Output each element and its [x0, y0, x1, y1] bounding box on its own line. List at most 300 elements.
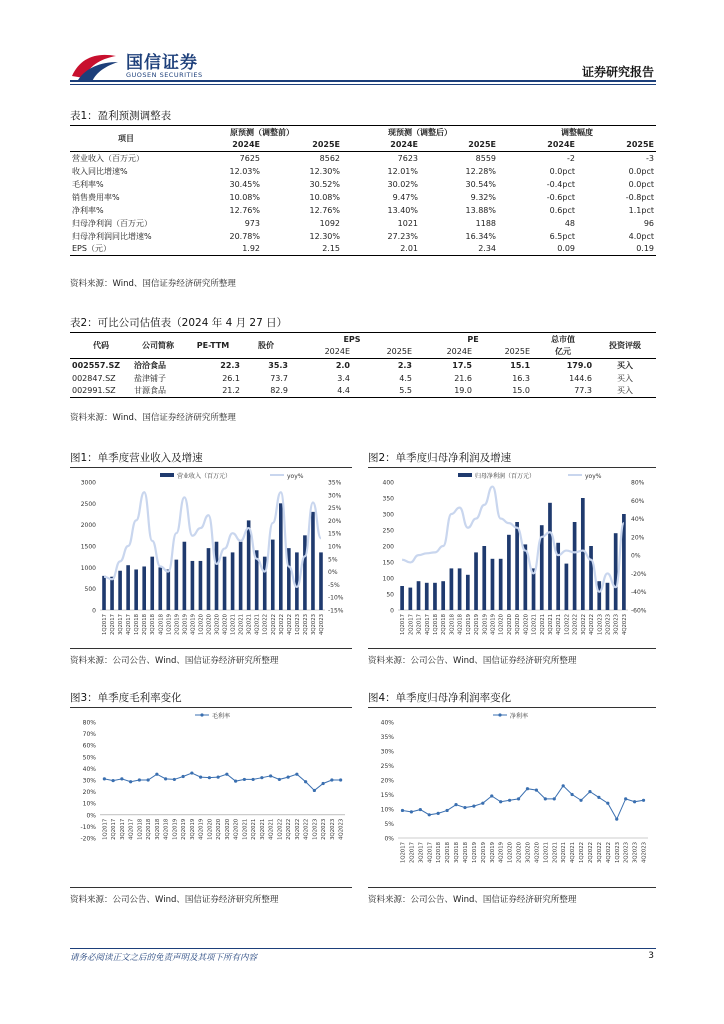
x-tick-label: 3Q2023 [310, 614, 317, 636]
table-cell: 9.32% [470, 192, 496, 202]
table1-year-header: 2025E [468, 140, 496, 150]
x-tick-label: 4Q2018 [462, 842, 469, 864]
table-row [70, 165, 656, 178]
x-tick-label: 3Q2018 [154, 818, 161, 840]
x-tick-label: 2Q2023 [623, 842, 630, 864]
x-tick-label: 4Q2023 [641, 842, 648, 864]
table1-year-header: 2024E [390, 140, 418, 150]
legend-label: yoy% [287, 473, 304, 480]
page-number: 3 [648, 951, 654, 961]
bar [271, 540, 275, 610]
y-tick-label-right: 20% [328, 517, 342, 525]
table-row [70, 152, 656, 165]
table-cell-name: 洽洽食品 [134, 360, 166, 370]
y-tick-label-left: 100 [382, 575, 394, 583]
bar [126, 565, 130, 610]
y-tick-label-right: 40% [631, 516, 645, 524]
fig1-title: 图1：单季度营业收入及增速 [70, 452, 203, 464]
x-tick-label: 3Q2019 [182, 614, 189, 636]
fig3-title: 图3：单季度毛利率变化 [70, 692, 182, 704]
table-cell: 2.01 [400, 244, 418, 254]
data-point [190, 771, 193, 774]
header-rule-thin [70, 84, 656, 85]
data-point [633, 800, 636, 803]
fig1-bottom-rule [70, 648, 352, 649]
table-cell: 10.08% [229, 192, 260, 202]
x-tick-label: 4Q2021 [268, 818, 275, 840]
table1-source: 资料来源：Wind、国信证券经济研究所整理 [70, 279, 236, 289]
bar [279, 503, 283, 610]
y-tick-label: 0% [384, 835, 394, 843]
x-tick-label: 2Q2023 [605, 614, 612, 636]
x-tick-label: 2Q2017 [409, 842, 416, 864]
table-cell: 4.0pct [628, 231, 654, 241]
x-tick-label: 1Q2023 [294, 614, 301, 636]
legend-label: 归母净利润（百万元） [475, 473, 536, 480]
x-tick-label: 4Q2019 [498, 842, 505, 864]
x-tick-label: 3Q2020 [525, 842, 532, 864]
x-tick-label: 3Q2022 [596, 842, 603, 864]
fig4-chart [368, 710, 658, 885]
data-point [112, 779, 115, 782]
data-point [208, 776, 211, 779]
row-label: 归母净利润（百万元） [72, 218, 152, 228]
data-point [138, 778, 141, 781]
header-rule [70, 80, 656, 82]
y-tick-label-right: -60% [631, 607, 647, 615]
x-tick-label: 1Q2022 [277, 818, 284, 840]
data-point [269, 774, 272, 777]
table1-caption: 表1：盈利预测调整表 [70, 110, 172, 122]
data-point [173, 778, 176, 781]
table2-header-mktcap: 总市值 [551, 334, 576, 344]
y-tick-label-right: -15% [328, 607, 344, 615]
x-tick-label: 1Q2022 [564, 614, 571, 636]
table-cell-price: 35.3 [268, 360, 288, 370]
x-tick-label: 3Q2021 [561, 842, 568, 864]
fig4-title-rule [368, 707, 656, 708]
bar [581, 498, 585, 610]
data-point [419, 808, 422, 811]
data-point [579, 799, 582, 802]
x-tick-label: 2Q2021 [238, 614, 245, 636]
table-cell-rating: 买入 [617, 360, 634, 370]
x-tick-label: 3Q2023 [329, 818, 336, 840]
table1-year-header: 2024E [232, 140, 260, 150]
table-cell-eps25: 5.5 [399, 386, 412, 396]
table-cell: 30.45% [229, 179, 260, 189]
bar [158, 567, 162, 610]
x-tick-label: 4Q2021 [254, 614, 261, 636]
y-tick-label-right: 0% [631, 552, 641, 560]
table1-year-header: 2025E [312, 140, 340, 150]
table-cell: 0.0pct [628, 179, 654, 189]
legend-label: 毛利率 [212, 713, 231, 720]
data-point [313, 789, 316, 792]
fig2-title-rule [368, 467, 656, 468]
table-cell: 20.78% [229, 231, 260, 241]
table-cell-pe25: 16.3 [512, 373, 531, 383]
bar [175, 560, 179, 610]
y-tick-label: 20% [82, 789, 96, 797]
table-cell: 8559 [475, 153, 496, 163]
table-cell-rating: 买入 [617, 373, 634, 383]
x-tick-label: 3Q2017 [118, 614, 125, 636]
x-tick-label: 1Q2020 [498, 614, 505, 636]
x-tick-label: 4Q2019 [490, 614, 497, 636]
table-cell: 1.92 [242, 244, 260, 254]
table-cell: 1.1pct [628, 205, 654, 215]
fig2-source: 资料来源：公司公告、Wind、国信证券经济研究所整理 [368, 656, 577, 666]
x-tick-label: 4Q2020 [233, 818, 240, 840]
bar [215, 542, 219, 610]
x-tick-label: 1Q2021 [531, 614, 538, 636]
bar [247, 520, 251, 610]
legend-label: 营业收入（百万元） [177, 473, 232, 480]
table-cell: 0.6pct [549, 205, 575, 215]
y-tick-label: -20% [80, 835, 96, 843]
fig2-chart [368, 470, 658, 645]
data-point [252, 778, 255, 781]
bar [433, 583, 437, 610]
table-cell-code: 002847.SZ [72, 373, 116, 383]
company-logo [70, 48, 203, 84]
bar [102, 576, 106, 610]
table2-caption: 表2：可比公司估值表（2024 年 4 月 27 日） [70, 317, 288, 329]
x-tick-label: 3Q2021 [547, 614, 554, 636]
data-point [182, 775, 185, 778]
bar [223, 557, 227, 610]
table-cell-mktcap: 77.3 [574, 386, 593, 396]
x-tick-label: 4Q2018 [158, 614, 165, 636]
bar [515, 522, 519, 610]
y-tick-label: 50% [82, 754, 96, 762]
bar [474, 552, 478, 610]
x-tick-label: 2Q2018 [146, 818, 153, 840]
table-cell: 973 [244, 218, 260, 228]
bar [118, 571, 122, 610]
table-cell: 12.03% [229, 166, 260, 176]
bar [458, 568, 462, 610]
table2-header-rating: 投资评级 [609, 341, 642, 350]
x-tick-label: 1Q2019 [172, 818, 179, 840]
data-point [129, 780, 132, 783]
bar [523, 544, 527, 610]
x-tick-label: 2Q2023 [302, 614, 309, 636]
bar [466, 575, 470, 610]
bar [450, 568, 454, 610]
fig4-source: 资料来源：公司公告、Wind、国信证券经济研究所整理 [368, 895, 577, 905]
x-tick-label: 1Q2018 [432, 614, 439, 636]
x-tick-label: 2Q2018 [142, 614, 149, 636]
table-cell: 10.08% [309, 192, 340, 202]
x-tick-label: 2Q2022 [587, 842, 594, 864]
x-tick-label: 1Q2022 [262, 614, 269, 636]
table-cell: 12.30% [309, 166, 340, 176]
bar [589, 546, 593, 610]
bar [565, 564, 569, 610]
table-cell: -0.4pct [546, 179, 575, 189]
y-tick-label-left: 2500 [80, 500, 96, 508]
x-tick-label: 2Q2019 [480, 842, 487, 864]
x-tick-label: 2Q2018 [441, 614, 448, 636]
fig1-title-rule [70, 467, 352, 468]
table-cell-mktcap: 179.0 [566, 360, 593, 370]
data-point [155, 773, 158, 776]
y-tick-label-left: 250 [382, 527, 394, 535]
x-tick-label: 2Q2019 [174, 614, 181, 636]
y-tick-label-left: 500 [84, 586, 96, 594]
table-cell: 30.54% [465, 179, 496, 189]
table-cell: -0.8pct [625, 192, 654, 202]
x-tick-label: 3Q2023 [613, 614, 620, 636]
x-tick-label: 3Q2018 [150, 614, 157, 636]
data-point [322, 782, 325, 785]
x-tick-label: 3Q2021 [246, 614, 253, 636]
table2-header-pe: PE [467, 334, 479, 344]
y-tick-label: 10% [82, 800, 96, 808]
bar [417, 581, 421, 610]
x-tick-label: 4Q2017 [424, 614, 431, 636]
table-cell: -0.6pct [546, 192, 575, 202]
legend-marker [200, 713, 203, 716]
table-cell-eps24: 4.4 [337, 386, 350, 396]
y-tick-label-left: 1500 [80, 543, 96, 551]
y-tick-label: 70% [82, 731, 96, 739]
y-tick-label-right: 0% [328, 569, 338, 577]
page-header [0, 0, 724, 90]
bar [199, 561, 203, 610]
data-point [330, 778, 333, 781]
bar [303, 535, 307, 610]
table-cell: 12.01% [387, 166, 418, 176]
x-tick-label: 4Q2019 [190, 614, 197, 636]
fig3-title-rule [70, 707, 352, 708]
table-cell: 30.02% [387, 179, 418, 189]
x-tick-label: 3Q2020 [214, 614, 221, 636]
x-tick-label: 3Q2020 [224, 818, 231, 840]
fig1-chart [70, 470, 355, 645]
table-cell-name: 盐津铺子 [134, 373, 166, 383]
y-tick-label-right: 5% [328, 556, 338, 564]
data-point [562, 784, 565, 787]
table-cell-pe24: 21.6 [454, 373, 472, 383]
data-point [544, 797, 547, 800]
x-tick-label: 3Q2020 [515, 614, 522, 636]
table1-year-header: 2025E [626, 140, 654, 150]
table-cell: 13.88% [465, 205, 496, 215]
table-cell: 0.0pct [549, 166, 575, 176]
footer-rule [70, 948, 656, 949]
bar [134, 569, 138, 610]
data-point [234, 780, 237, 783]
data-point [147, 778, 150, 781]
x-tick-label: 1Q2019 [471, 842, 478, 864]
y-tick-label-left: 350 [382, 495, 394, 503]
fig3-source: 资料来源：公司公告、Wind、国信证券经济研究所整理 [70, 895, 279, 905]
table-row [70, 191, 656, 204]
data-point [553, 797, 556, 800]
table-cell-pe-ttm: 21.2 [222, 386, 240, 396]
x-tick-label: 1Q2018 [436, 842, 443, 864]
table-cell-eps24: 3.4 [337, 373, 350, 383]
earnings-forecast-table [70, 125, 656, 256]
data-point [428, 813, 431, 816]
table-cell: 0.09 [557, 244, 575, 254]
data-point [225, 773, 228, 776]
table-cell: 7625 [239, 153, 260, 163]
y-tick-label: 40% [380, 719, 394, 727]
x-tick-label: 1Q2019 [465, 614, 472, 636]
data-point [571, 793, 574, 796]
x-tick-label: 4Q2017 [126, 614, 133, 636]
table-cell: 48 [564, 218, 575, 228]
x-tick-label: 2Q2017 [111, 818, 118, 840]
x-tick-label: 2Q2018 [445, 842, 452, 864]
table-cell-name: 甘源食品 [134, 386, 166, 396]
bar [441, 581, 445, 610]
bar [191, 561, 195, 610]
bar [311, 512, 315, 610]
x-tick-label: 4Q2020 [534, 842, 541, 864]
legend-swatch-bar [458, 473, 472, 477]
data-point [217, 776, 220, 779]
y-tick-label-right: -40% [631, 589, 647, 597]
disclaimer: 请务必阅读正文之后的免责声明及其项下所有内容 [70, 953, 258, 963]
data-point [454, 803, 457, 806]
table-cell: 1188 [475, 218, 496, 228]
table-row [70, 359, 656, 372]
bar [319, 552, 323, 610]
y-tick-label: 10% [380, 806, 394, 814]
row-label: EPS（元） [72, 244, 111, 254]
data-point [304, 780, 307, 783]
y-tick-label-left: 300 [382, 511, 394, 519]
x-tick-label: 3Q2023 [632, 842, 639, 864]
y-tick-label-right: 25% [328, 505, 342, 513]
table-cell: 30.52% [309, 179, 340, 189]
fig2-title: 图2：单季度归母净利润及增速 [368, 452, 512, 464]
table-cell: 9.47% [392, 192, 418, 202]
table-cell: 1021 [397, 218, 418, 228]
x-tick-label: 2Q2020 [506, 614, 513, 636]
y-tick-label: 35% [380, 734, 394, 741]
table-cell: 96 [643, 218, 654, 228]
table2-header-name: 公司简称 [142, 341, 174, 350]
x-tick-label: 2Q2022 [270, 614, 277, 636]
data-point [199, 776, 202, 779]
data-point [287, 776, 290, 779]
table-cell-eps25: 2.3 [397, 360, 412, 370]
data-point [164, 777, 167, 780]
x-tick-label: 3Q2022 [278, 614, 285, 636]
x-tick-label: 4Q2023 [621, 614, 628, 636]
bar [231, 552, 235, 610]
x-tick-label: 1Q2021 [230, 614, 237, 636]
y-tick-label: 20% [380, 777, 394, 785]
table2-header-pe-ttm: PE-TTM [196, 341, 230, 350]
x-tick-label: 4Q2020 [222, 614, 229, 636]
x-tick-label: 4Q2022 [286, 614, 293, 636]
logo-mark-icon [70, 50, 120, 82]
y-tick-label-right: -10% [328, 594, 344, 602]
x-tick-label: 4Q2017 [427, 842, 434, 864]
table2-header-code: 代码 [93, 341, 109, 350]
x-tick-label: 3Q2017 [119, 818, 126, 840]
table-cell: 16.34% [465, 231, 496, 241]
table-cell-pe25: 15.0 [512, 386, 531, 396]
x-tick-label: 2Q2023 [321, 818, 328, 840]
y-tick-label-right: 20% [631, 534, 645, 542]
table-cell-mktcap: 144.6 [569, 373, 593, 383]
y-tick-label-left: 2000 [80, 522, 96, 530]
logo-english-text: GUOSEN SECURITIES [126, 71, 203, 79]
y-tick-label: 30% [82, 777, 96, 785]
x-tick-label: 1Q2019 [166, 614, 173, 636]
bar [408, 588, 412, 610]
table-cell-code: 002557.SZ [72, 360, 120, 370]
y-tick-label-right: -20% [631, 570, 647, 578]
x-tick-label: 4Q2017 [128, 818, 135, 840]
table1-header-current: 现预测（调整后） [388, 127, 452, 137]
table-cell: 8562 [319, 153, 340, 163]
y-tick-label-right: -5% [328, 581, 340, 589]
y-tick-label-left: 1000 [80, 564, 96, 572]
fig3-chart [70, 710, 355, 885]
table-cell: -3 [646, 153, 654, 163]
x-tick-label: 1Q2018 [134, 614, 141, 636]
x-tick-label: 2Q2017 [408, 614, 415, 636]
data-point [615, 818, 618, 821]
bar [425, 583, 429, 610]
y-tick-label-left: 0 [390, 607, 394, 615]
x-tick-label: 3Q2017 [418, 842, 425, 864]
x-tick-label: 1Q2023 [597, 614, 604, 636]
x-tick-label: 4Q2023 [318, 614, 325, 636]
comparable-valuation-table [70, 332, 656, 398]
x-tick-label: 4Q2022 [589, 614, 596, 636]
table-row [70, 204, 656, 217]
y-tick-label-right: 10% [328, 543, 342, 551]
data-point [508, 799, 511, 802]
table-row [70, 243, 656, 256]
data-point [260, 776, 263, 779]
data-point [588, 790, 591, 793]
bar [491, 559, 495, 610]
data-point [472, 805, 475, 808]
data-point [597, 796, 600, 799]
x-tick-label: 2Q2021 [539, 614, 546, 636]
table-cell-pe-ttm: 26.1 [222, 373, 240, 383]
bar [142, 566, 146, 610]
x-tick-label: 1Q2020 [507, 842, 514, 864]
fig2-bottom-rule [368, 648, 656, 649]
x-tick-label: 1Q2017 [400, 614, 407, 636]
table-row [70, 178, 656, 191]
bar [166, 569, 170, 610]
bar [207, 548, 211, 610]
data-point [437, 812, 440, 815]
x-tick-label: 3Q2022 [294, 818, 301, 840]
x-tick-label: 2Q2020 [216, 818, 223, 840]
data-point [278, 778, 281, 781]
y-tick-label-left: 400 [382, 479, 394, 487]
table1-header-change: 调整幅度 [561, 127, 593, 137]
table-row [70, 385, 656, 398]
table-cell-code: 002991.SZ [72, 386, 116, 396]
table-cell: 6.5pct [549, 231, 575, 241]
data-point [401, 809, 404, 812]
